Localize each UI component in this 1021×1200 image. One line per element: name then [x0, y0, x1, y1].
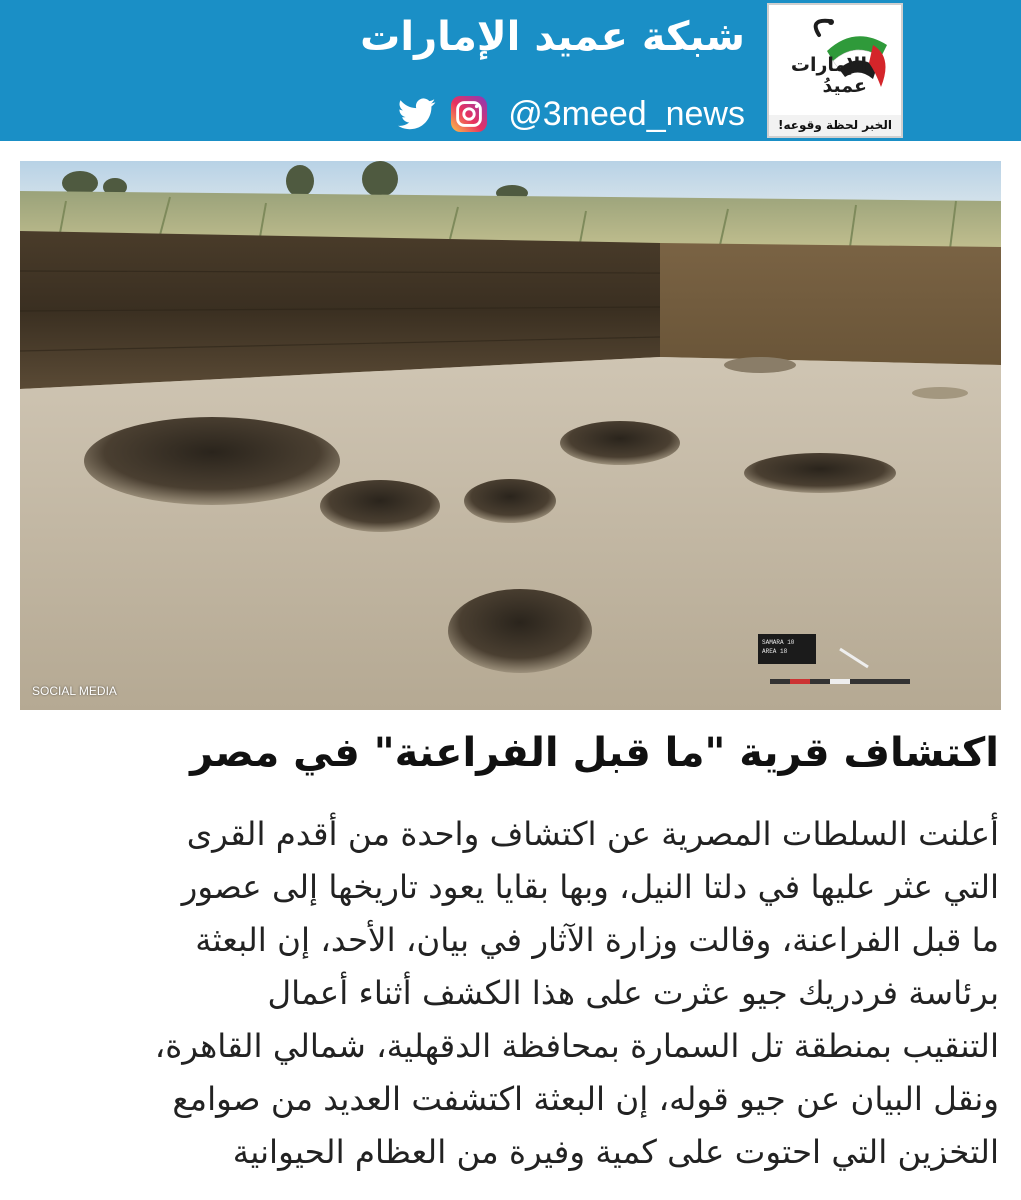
logo-name: [775, 55, 867, 97]
area-sign-line1: SAMARA 10: [762, 639, 795, 646]
news-photo: [20, 161, 1001, 710]
article-body-line: التخزين التي احتوت على كمية وفيرة من العظام الحيوانية: [232, 1133, 999, 1171]
article-body: [19, 808, 999, 1179]
excavation-photo-illustration: [20, 161, 1001, 710]
article-body-line: التنقيب بمنطقة تل السمارة بمحافظة الدقهلية، شمالي القاهرة،: [154, 1027, 999, 1065]
logo-tagline: الخبر لحظة وقوعه!: [778, 118, 892, 132]
article-body-line: التي عثر عليها في دلتا النيل، وبها بقايا يعود تاريخها إلى عصور: [181, 868, 999, 906]
photo-credit: SOCIAL MEDIA: [32, 684, 117, 698]
twitter-icon[interactable]: [398, 95, 436, 133]
area-sign-line2: AREA 18: [762, 648, 788, 655]
area-sign: [758, 634, 816, 664]
article-headline: اكتشاف قرية "ما قبل الفراعنة" في مصر: [190, 730, 999, 776]
article-body-line: أعلنت السلطات المصرية عن اكتشاف واحدة من أقدم القرى: [186, 815, 999, 853]
channel-logo: [767, 3, 903, 138]
header-banner: [0, 0, 1021, 141]
article-body-line: برئاسة فردريك جيو عثرت على هذا الكشف أثناء أعمال: [267, 974, 999, 1012]
network-name: شبكة عميد الإمارات: [360, 14, 745, 60]
article-body-line: ونقل البيان عن جيو قوله، إن البعثة اكتشفت العديد من صوامع: [172, 1080, 999, 1118]
logo-name-line2: عميدُ: [822, 75, 867, 97]
instagram-icon[interactable]: [450, 95, 488, 133]
social-row: [398, 92, 745, 136]
article-body-line: ما قبل الفراعنة، وقالت وزارة الآثار في بيان، الأحد، إن البعثة: [195, 921, 999, 959]
social-handle[interactable]: @3meed_news: [508, 94, 745, 133]
logo-name-line1: الإمارات: [790, 54, 867, 76]
